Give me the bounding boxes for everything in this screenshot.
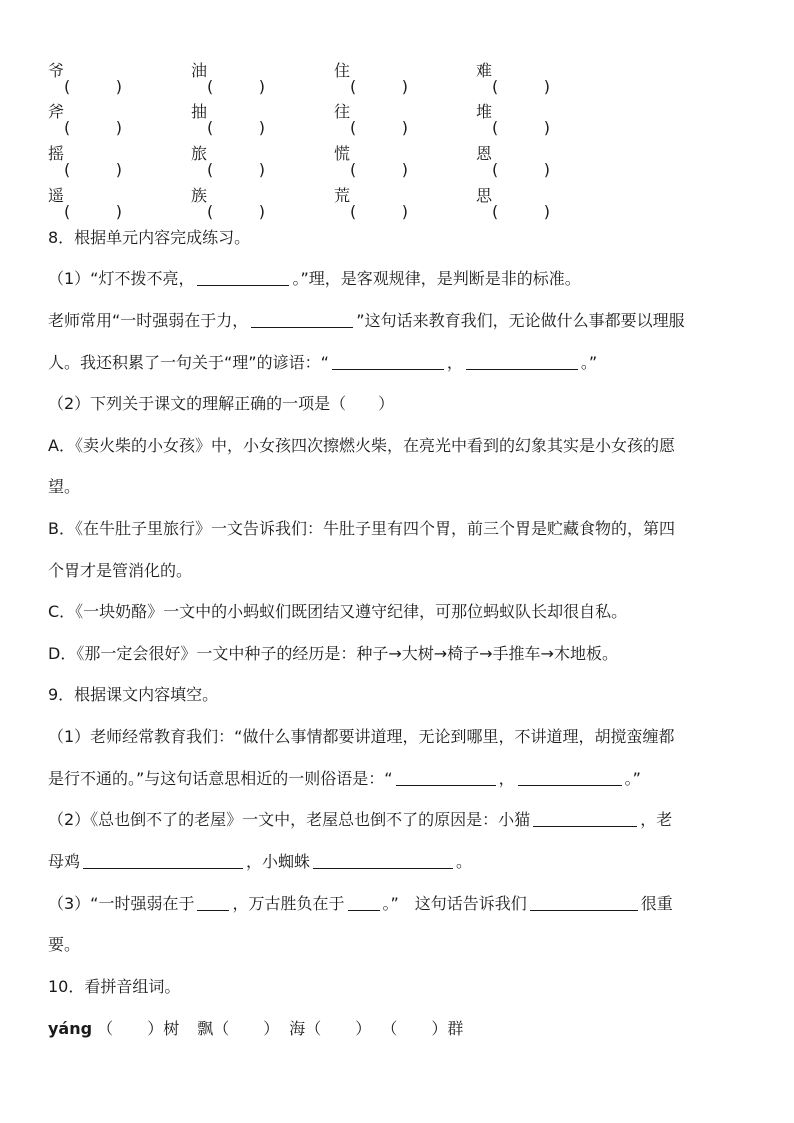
char-cell[interactable]: 遥 ( ): [48, 186, 123, 221]
answer-paren[interactable]: （ ）: [381, 1019, 448, 1038]
q9-part2-line2: [48, 851, 472, 873]
answer-paren[interactable]: （ ）: [305, 1019, 372, 1038]
pinyin-label: yáng: [48, 1019, 93, 1038]
q9-part3-line1: [48, 893, 673, 915]
char: 思: [476, 186, 493, 205]
char: 爷: [48, 61, 65, 80]
char: 斧: [48, 102, 65, 121]
blank[interactable]: [313, 852, 453, 869]
q9-text: 母鸡: [48, 852, 81, 871]
q8-option-d[interactable]: D．《那一定会很好》一文中种子的经历是：种子→大树→椅子→手推车→木地板。: [48, 644, 618, 663]
blank[interactable]: [396, 769, 496, 786]
blank[interactable]: [197, 894, 229, 911]
char-cell[interactable]: 恩 ( ): [476, 144, 551, 179]
char-cell[interactable]: 旅 ( ): [191, 144, 266, 179]
char: 旅: [191, 144, 208, 163]
char-row-1: [48, 60, 648, 96]
char-cell[interactable]: 抽 ( ): [191, 102, 266, 137]
char-row-3: [48, 143, 648, 179]
q8-part1-line1: [48, 268, 581, 290]
char-cell[interactable]: 往 ( ): [334, 102, 409, 137]
q8-text: ，: [446, 353, 463, 372]
word: 飘: [197, 1019, 214, 1038]
q8-part1-line3: [48, 352, 597, 374]
answer-paren[interactable]: （ ）: [213, 1019, 280, 1038]
char-cell[interactable]: 难 ( ): [476, 61, 551, 96]
char: 堆: [476, 102, 493, 121]
q9-text: （2）《总也倒不了的老屋》一文中，老屋总也倒不了的原因是：小猫: [48, 810, 531, 829]
char-cell[interactable]: 斧 ( ): [48, 102, 123, 137]
q9-text: ，老: [640, 810, 673, 829]
char: 慌: [334, 144, 351, 163]
q8-option-c[interactable]: C．《一块奶酪》一文中的小蚂蚁们既团结又遵守纪律，可那位蚂蚁队长却很自私。: [48, 602, 628, 621]
q9-text: 。”: [624, 769, 641, 788]
char: 难: [476, 61, 493, 80]
char-cell[interactable]: 族 ( ): [191, 186, 266, 221]
char-cell[interactable]: 油 ( ): [191, 61, 266, 96]
blank[interactable]: [348, 894, 380, 911]
blank[interactable]: [533, 810, 637, 827]
blank[interactable]: [466, 353, 578, 370]
blank[interactable]: [251, 311, 353, 328]
q9-title: 9．根据课文内容填空。: [48, 685, 219, 704]
char: 族: [191, 186, 208, 205]
q9-text: ，小蜘蛛: [246, 852, 311, 871]
char-cell[interactable]: 慌 ( ): [334, 144, 409, 179]
char-row-4: [48, 185, 648, 221]
blank[interactable]: [530, 894, 638, 911]
char: 荒: [334, 186, 351, 205]
char-cell[interactable]: 堆 ( ): [476, 102, 551, 137]
q8-text: ”这句话来教育我们，无论做什么事都要以理服: [356, 311, 685, 330]
char-cell[interactable]: 荒 ( ): [334, 186, 409, 221]
q8-text: 老师常用“一时强弱在于力，: [48, 311, 249, 330]
q10-words: [48, 1018, 463, 1040]
q8-option-a[interactable]: A．《卖火柴的小女孩》中，小女孩四次擦燃火柴，在亮光中看到的幻象其实是小女孩的愿: [48, 436, 675, 455]
blank[interactable]: [83, 852, 243, 869]
q9-text: 是行不通的。”与这句话意思相近的一则俗语是：“: [48, 769, 393, 788]
q9-text: ，: [498, 769, 515, 788]
q9-part3-line2: 要。: [48, 935, 81, 954]
blank[interactable]: [332, 353, 444, 370]
char-cell[interactable]: 思 ( ): [476, 186, 551, 221]
q8-text: 。”理，是客观规律，是判断是非的标准。: [292, 269, 581, 288]
char-row-2: [48, 101, 648, 137]
char-cell[interactable]: 住 ( ): [334, 61, 409, 96]
char-cell[interactable]: 摇 ( ): [48, 144, 123, 179]
word: 海: [289, 1019, 306, 1038]
q9-part2-line1: [48, 809, 672, 831]
q8-text: 人。我还积累了一句关于“理”的谚语：“: [48, 353, 329, 372]
q8-option-a-cont: 望。: [48, 477, 81, 496]
char: 油: [191, 61, 208, 80]
q9-part1-line2: [48, 768, 641, 790]
q8-part2: （2）下列关于课文的理解正确的一项是（ ）: [48, 394, 395, 413]
word: 树: [163, 1019, 180, 1038]
q9-text: 很重: [640, 894, 673, 913]
char: 恩: [476, 144, 493, 163]
q8-option-b-cont: 个胃才是管消化的。: [48, 561, 193, 580]
blank[interactable]: [518, 769, 622, 786]
q9-text: 。: [456, 852, 473, 871]
q8-title: 8．根据单元内容完成练习。: [48, 228, 251, 247]
q9-text: ，万古胜负在于: [232, 894, 345, 913]
q9-part1-line1: （1）老师经常教育我们：“做什么事情都要讲道理，无论到哪里，不讲道理，胡搅蛮缠都: [48, 727, 675, 746]
word: 群: [447, 1019, 464, 1038]
char: 抽: [191, 102, 208, 121]
char: 住: [334, 61, 351, 80]
answer-paren[interactable]: （ ）: [97, 1019, 164, 1038]
char-cell[interactable]: 爷 ( ): [48, 61, 123, 96]
q8-option-b[interactable]: B．《在牛肚子里旅行》一文告诉我们：牛肚子里有四个胃，前三个胃是贮藏食物的，第四: [48, 519, 675, 538]
char: 遥: [48, 186, 65, 205]
char: 往: [334, 102, 351, 121]
blank[interactable]: [197, 269, 289, 286]
q8-text: 。”: [580, 353, 598, 372]
q9-text: 。” 这句话告诉我们: [382, 894, 527, 913]
q9-text: （3）“一时强弱在于: [48, 894, 195, 913]
q10-title: 10．看拼音组词。: [48, 977, 181, 996]
char: 摇: [48, 144, 65, 163]
q8-part1-line2: [48, 310, 685, 332]
q8-text: （1）“灯不拨不亮，: [48, 269, 195, 288]
